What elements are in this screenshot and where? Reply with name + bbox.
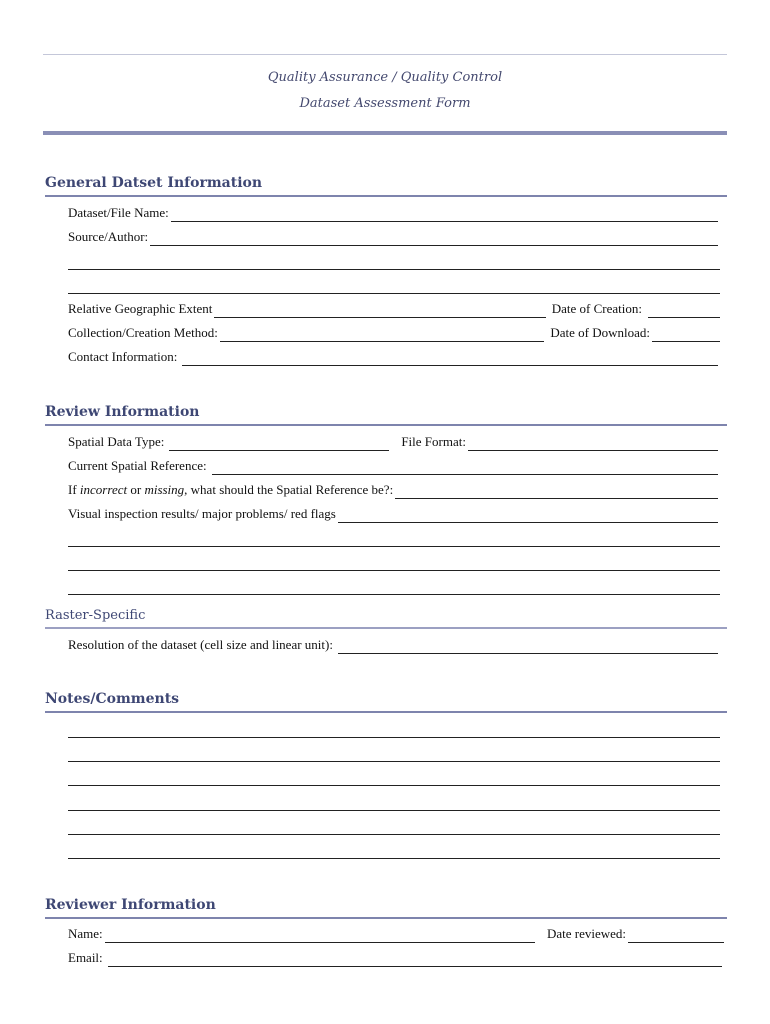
header-bottom-rule	[43, 131, 727, 135]
date-reviewed-label: Date reviewed:	[546, 926, 626, 941]
section-heading-raster: Raster-Specific	[45, 607, 727, 629]
date-creation-field[interactable]	[648, 304, 720, 318]
method-row	[68, 324, 720, 342]
visual-row	[68, 505, 720, 523]
notes-line	[68, 841, 720, 859]
method-label: Collection/Creation Method:	[68, 325, 218, 340]
notes-line	[68, 744, 720, 762]
visual-continuation-field-3[interactable]	[68, 581, 720, 595]
resolution-label: Resolution of the dataset (cell size and linear unit):	[68, 637, 333, 652]
section-heading-review: Review Information	[45, 403, 727, 426]
visual-continuation-row	[68, 553, 720, 571]
notes-field-5[interactable]	[68, 821, 720, 835]
notes-line	[68, 768, 720, 786]
header-top-rule	[43, 54, 727, 55]
form-subtitle: Dataset Assessment Form	[299, 96, 471, 111]
date-download-field[interactable]	[652, 328, 720, 342]
target-ref-label: If incorrect or missing, what should the Spatial Reference be?:	[68, 482, 394, 497]
notes-field-1[interactable]	[68, 724, 720, 738]
date-reviewed-field[interactable]	[628, 929, 724, 943]
visual-continuation-row	[68, 577, 720, 595]
notes-field-6[interactable]	[68, 845, 720, 859]
notes-line	[68, 720, 720, 738]
source-continuation-row	[68, 252, 720, 270]
section-heading-general: General Datset Information	[45, 174, 727, 197]
notes-line	[68, 793, 720, 811]
visual-continuation-row	[68, 529, 720, 547]
reviewer-email-label: Email:	[68, 950, 103, 965]
extent-row	[68, 300, 720, 318]
date-download-label: Date of Download:	[550, 325, 650, 340]
reviewer-name-label: Name:	[68, 926, 103, 941]
spatial-type-field[interactable]	[169, 437, 389, 451]
source-continuation-field-1[interactable]	[68, 256, 720, 270]
dataset-name-label: Dataset/File Name:	[68, 205, 169, 220]
resolution-field[interactable]	[338, 640, 718, 654]
contact-row	[68, 348, 720, 366]
section-heading-reviewer: Reviewer Information	[45, 896, 727, 919]
reviewer-name-field[interactable]	[105, 929, 535, 943]
extent-label: Relative Geographic Extent	[68, 301, 213, 316]
visual-label: Visual inspection results/ major problems/ red flags	[68, 506, 336, 521]
section-heading-notes: Notes/Comments	[45, 690, 727, 713]
notes-field-3[interactable]	[68, 772, 720, 786]
visual-field[interactable]	[338, 509, 718, 523]
reviewer-name-row	[68, 925, 724, 943]
spatial-type-label: Spatial Data Type:	[68, 434, 165, 449]
contact-field[interactable]	[182, 352, 718, 366]
method-field[interactable]	[220, 328, 545, 342]
contact-label: Contact Information:	[68, 349, 178, 364]
dataset-name-field[interactable]	[171, 208, 718, 222]
file-format-label: File Format:	[401, 434, 466, 449]
dataset-name-row	[68, 204, 720, 222]
source-continuation-row	[68, 276, 720, 294]
file-format-field[interactable]	[468, 437, 718, 451]
reviewer-email-row	[68, 949, 724, 967]
notes-field-2[interactable]	[68, 748, 720, 762]
source-row	[68, 228, 720, 246]
current-ref-field[interactable]	[212, 461, 718, 475]
form-title: Quality Assurance / Quality Control	[267, 70, 503, 85]
source-label: Source/Author:	[68, 229, 149, 244]
source-field[interactable]	[150, 232, 718, 246]
source-continuation-field-2[interactable]	[68, 280, 720, 294]
extent-field[interactable]	[214, 304, 545, 318]
reviewer-email-field[interactable]	[108, 953, 722, 967]
target-ref-row	[68, 481, 720, 499]
visual-continuation-field-2[interactable]	[68, 557, 720, 571]
visual-continuation-field-1[interactable]	[68, 533, 720, 547]
notes-field-4[interactable]	[68, 797, 720, 811]
current-ref-row	[68, 457, 720, 475]
notes-line	[68, 817, 720, 835]
target-ref-field[interactable]	[395, 485, 718, 499]
current-ref-label: Current Spatial Reference:	[68, 458, 207, 473]
resolution-row	[68, 636, 720, 654]
date-creation-label: Date of Creation:	[551, 301, 642, 316]
spatial-type-row	[68, 433, 720, 451]
